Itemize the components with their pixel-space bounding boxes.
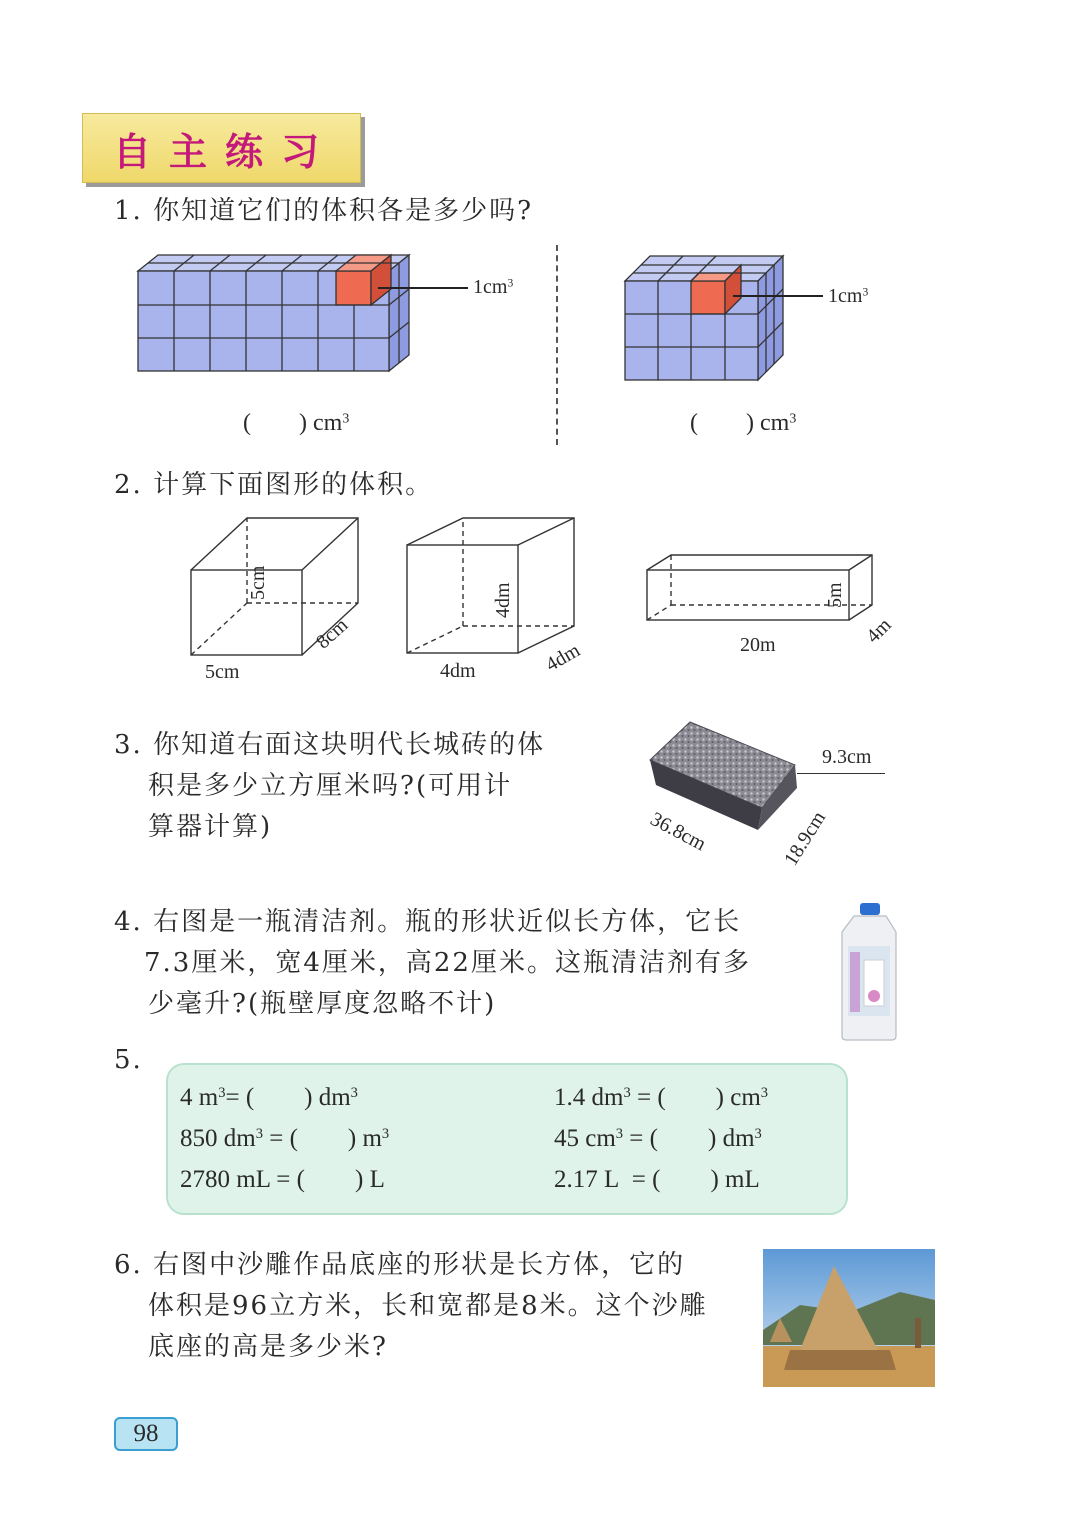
shape-c-height-label: 5m [824,582,846,608]
shape-a-length-label: 5cm [205,661,240,683]
shape-b-height-label: 4dm [492,582,514,618]
question-1-text: 1. 你知道它们的体积各是多少吗? [114,196,534,226]
page-number: 98 [114,1417,178,1451]
question-3-line-1: 3. 你知道右面这块明代长城砖的体 [114,730,546,760]
answer-blank-left: ( ) $cm^3$ [243,410,350,436]
unit-label-right: $1cm^3$ [828,285,869,307]
conversion-item-2: 1.4 $dm^3$ = ( ) $cm^3$ [554,1084,769,1111]
detergent-bottle-image [836,900,902,1042]
question-4-line-2: 7.3厘米，宽4厘米，高22厘米。这瓶清洁剂有多 [144,948,751,978]
unit-label-left: $1cm^3$ [473,276,514,298]
question-2-text: 2. 计算下面图形的体积。 [114,470,434,500]
question-4-line-1: 4. 右图是一瓶清洁剂。瓶的形状近似长方体，它长 [114,907,742,937]
question-6-line-1: 6. 右图中沙雕作品底座的形状是长方体，它的 [114,1250,686,1280]
question-6-line-2: 体积是96立方米，长和宽都是8米。这个沙雕 [148,1291,708,1321]
shape-a-depth-label: 8cm [312,613,353,654]
question-3-line-3: 算器计算) [148,812,273,842]
conversion-item-3: 850 $dm^3$ = ( ) $m^3$ [180,1125,390,1152]
section-title-box [82,113,361,183]
brick-length-label: 36.8cm [646,808,710,856]
shape-b-depth-label: 4dm [542,639,584,677]
conversion-item-1: 4 $m^3=$ ( ) $dm^3$ [180,1084,358,1111]
conversion-item-6: 2.17 L = ( ) mL [554,1166,760,1193]
shape-c-depth-label: 4m [862,613,896,648]
question-3-line-2: 积是多少立方厘米吗?(可用计 [148,771,513,801]
conversion-item-5: 2780 mL = ( ) L [180,1166,385,1193]
pointer-line-right [733,295,823,297]
brick-height-label: 9.3cm [822,746,872,768]
sand-sculpture-image [762,1248,936,1388]
cube-figure-right [615,250,795,385]
brick-width-label: 18.9cm [780,807,831,870]
section-title: 自主练习 [113,130,338,174]
dashed-divider [556,245,558,445]
shape-b-length-label: 4dm [440,660,476,682]
pointer-line-left [378,287,468,289]
brick-height-line [797,773,885,774]
shape-c-length-label: 20m [740,634,776,656]
solid-figures [180,510,900,670]
shape-a-height-label: 5cm [247,565,269,600]
answer-blank-right: ( ) $cm^3$ [690,410,797,436]
question-4-line-3: 少毫升?(瓶壁厚度忽略不计) [148,989,497,1019]
conversion-item-4: 45 $cm^3$ = ( ) $dm^3$ [554,1125,762,1152]
question-5-number: 5. [114,1045,143,1075]
question-6-line-3: 底座的高是多少米? [148,1332,388,1362]
cube-figure-left [130,245,430,380]
